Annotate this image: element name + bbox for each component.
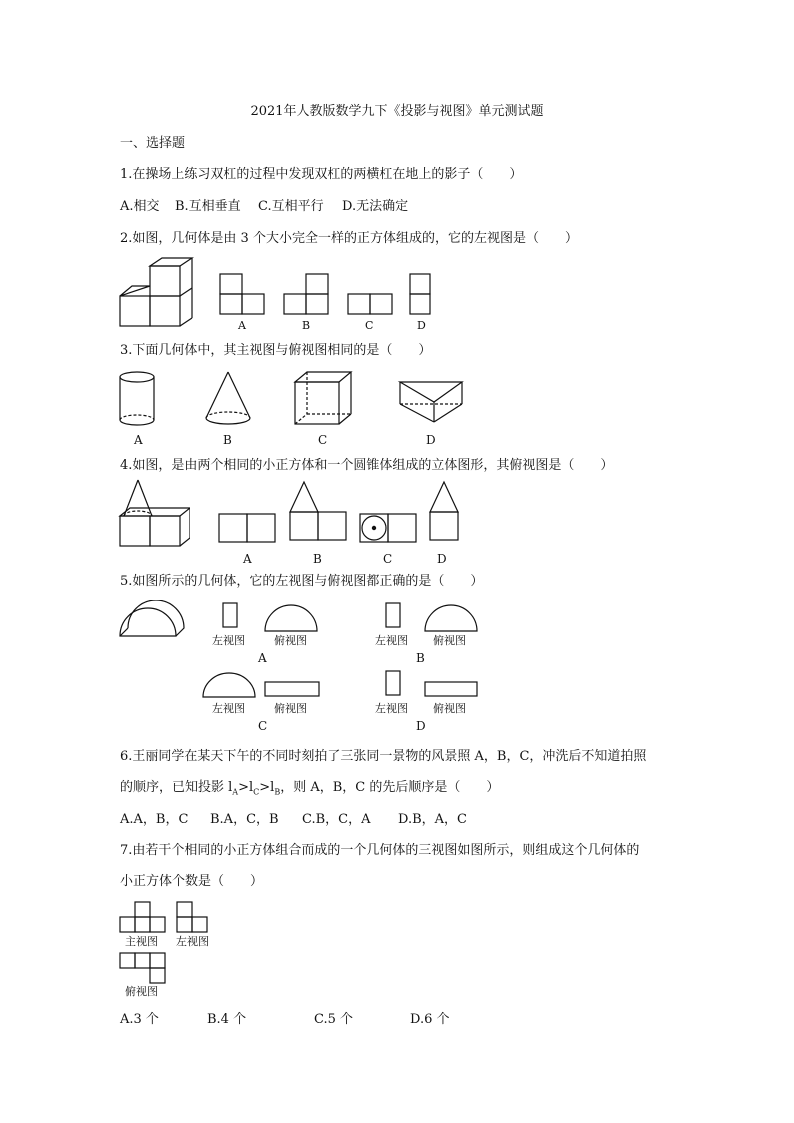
q7-top-view	[119, 951, 169, 985]
q2-label-d: D	[417, 319, 426, 332]
q1-option-a: A.相交	[120, 199, 160, 214]
q7-option-a: A.3 个	[120, 1012, 159, 1027]
q2-cube-solid-figure	[118, 256, 198, 330]
q3-cone-figure	[202, 370, 254, 428]
q4-option-c-view	[358, 512, 420, 546]
q5-b-left-view	[384, 601, 404, 631]
question-7-line-2: 小正方体个数是（ ）	[120, 874, 264, 889]
q4-option-b-view	[288, 480, 350, 546]
q2-option-a-view	[218, 272, 266, 318]
q5-c-left-view	[201, 671, 261, 701]
question-7-line-1: 7.由若干个相同的小正方体组合而成的一个几何体的三视图如图所示，则组成这个几何体的	[120, 843, 640, 858]
q4-label-b: B	[313, 552, 322, 566]
q7-option-c: C.5 个	[314, 1012, 354, 1027]
q6-text-gt1: >l	[238, 780, 254, 795]
q4-label-d: D	[437, 552, 447, 566]
q7-top-view-label: 俯视图	[125, 985, 158, 998]
q5-label-a: A	[258, 651, 267, 665]
q3-cylinder-figure	[118, 370, 158, 428]
page-title: 2021年人教版数学九下《投影与视图》单元测试题	[250, 104, 544, 119]
q7-left-view-label: 左视图	[176, 935, 209, 948]
q5-d-left-view	[384, 669, 404, 699]
question-6-line-2	[120, 780, 499, 801]
q3-label-d: D	[426, 433, 436, 447]
q5-label-d: D	[416, 719, 426, 733]
q3-label-c: C	[318, 433, 328, 447]
q2-option-b-view	[282, 272, 330, 318]
question-5-stem: 5.如图所示的几何体，它的左视图与俯视图都正确的是（ ）	[120, 574, 484, 589]
question-2-stem: 2.如图，几何体是由 3 个大小完全一样的正方体组成的，它的左视图是（ ）	[120, 231, 578, 246]
question-4-stem: 4.如图，是由两个相同的小正方体和一个圆锥体组成的立体图形，其俯视图是（ ）	[120, 458, 614, 473]
q4-option-a-view	[217, 512, 279, 546]
q6-sub-a: A	[232, 787, 239, 797]
q5-d-top-label: 俯视图	[433, 702, 466, 715]
q3-label-b: B	[223, 433, 232, 447]
q5-a-left-label: 左视图	[212, 634, 245, 647]
question-1-stem: 1.在操场上练习双杠的过程中发现双杠的两横杠在地上的影子（ ）	[120, 167, 523, 182]
q6-text-post: ，则 A，B，C 的先后顺序是（ ）	[280, 780, 500, 795]
q7-left-view	[176, 900, 212, 934]
q6-text-pre: 的顺序，已知投影 l	[120, 780, 233, 795]
q3-label-a: A	[134, 433, 143, 447]
q6-option-d: D.B，A，C	[398, 812, 467, 827]
q2-label-c: C	[365, 319, 374, 332]
q7-option-b: B.4 个	[207, 1012, 247, 1027]
q6-option-b: B.A，C，B	[210, 812, 279, 827]
q1-option-d: D.无法确定	[342, 199, 409, 214]
q6-text-gt2: >l	[259, 780, 275, 795]
q5-a-left-view	[221, 601, 241, 631]
q5-b-top-view	[423, 603, 483, 633]
q2-option-d-view	[408, 272, 434, 318]
q6-sub-b: B	[274, 787, 281, 797]
q5-a-top-label: 俯视图	[274, 634, 307, 647]
q5-d-left-label: 左视图	[375, 702, 408, 715]
q5-a-top-view	[263, 603, 323, 633]
q2-label-a: A	[238, 319, 246, 332]
q7-front-view	[119, 900, 169, 934]
q4-option-d-view	[428, 480, 462, 546]
q7-option-d: D.6 个	[410, 1012, 450, 1027]
q4-label-a: A	[243, 552, 252, 566]
q1-option-c: C.互相平行	[258, 199, 324, 214]
q2-label-b: B	[302, 319, 311, 332]
q5-b-left-label: 左视图	[375, 634, 408, 647]
q4-solid-figure	[118, 478, 190, 550]
question-6-line-1: 6.王丽同学在某天下午的不同时刻拍了三张同一景物的风景照 A，B，C，冲洗后不知道拍照	[120, 749, 647, 764]
q5-c-top-view	[263, 680, 323, 700]
q6-option-a: A.A，B，C	[120, 812, 189, 827]
q6-sub-c: C	[253, 787, 260, 797]
q3-prism-figure	[396, 376, 464, 426]
q7-front-view-label: 主视图	[125, 935, 158, 948]
question-3-stem: 3.下面几何体中，其主视图与俯视图相同的是（ ）	[120, 343, 432, 358]
q6-option-c: C.B，C，A	[302, 812, 371, 827]
q5-label-c: C	[258, 719, 268, 733]
q4-label-c: C	[383, 552, 393, 566]
q5-b-top-label: 俯视图	[433, 634, 466, 647]
q2-option-c-view	[346, 292, 394, 318]
section-heading: 一、选择题	[120, 136, 186, 151]
q5-c-top-label: 俯视图	[274, 702, 307, 715]
q3-cube-figure	[293, 370, 355, 428]
q5-c-left-label: 左视图	[212, 702, 245, 715]
q5-half-cylinder-figure	[118, 600, 188, 640]
q1-option-b: B.互相垂直	[175, 199, 241, 214]
q5-label-b: B	[416, 651, 425, 665]
q5-d-top-view	[423, 680, 483, 700]
